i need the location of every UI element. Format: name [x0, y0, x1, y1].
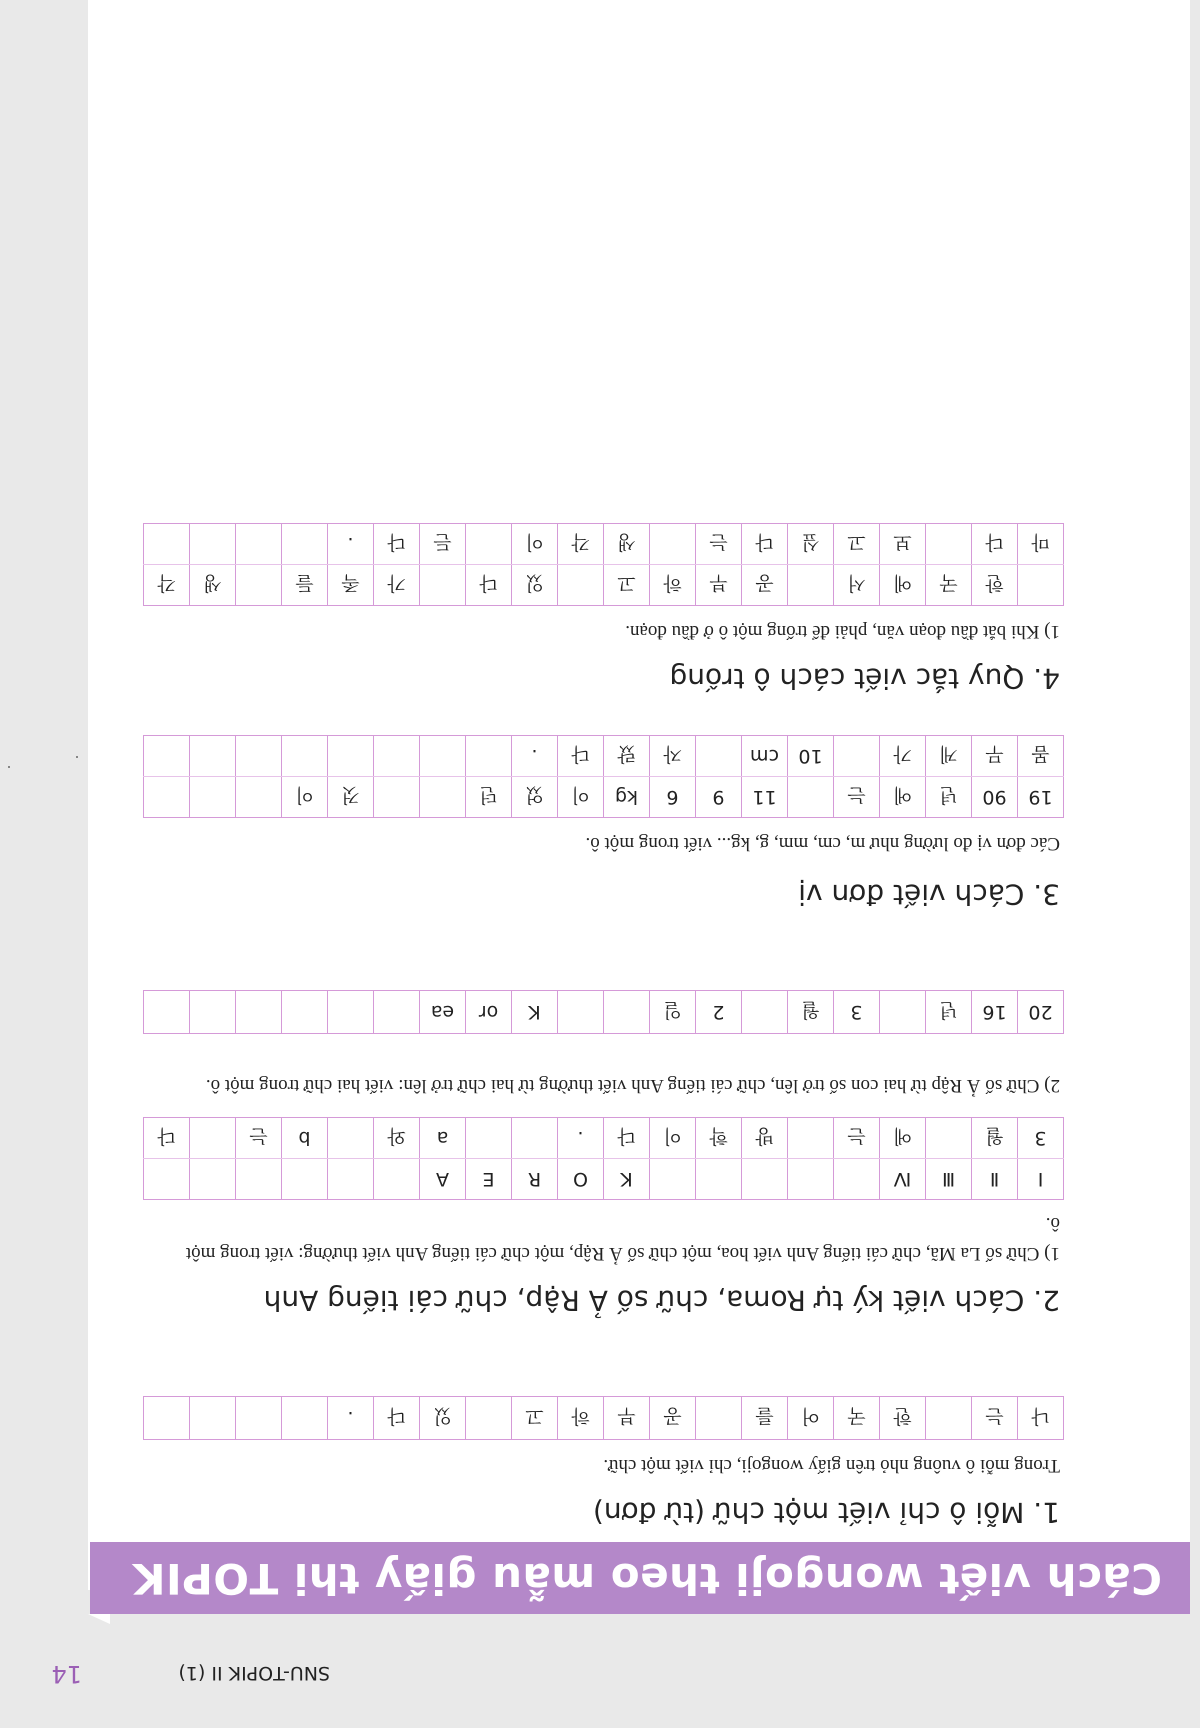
- wongoji-cell: 이: [512, 524, 558, 565]
- wongoji-cell: Ⅰ: [1018, 1159, 1064, 1200]
- wongoji-cell: [374, 1159, 420, 1200]
- wongoji-cell: 일: [650, 991, 696, 1034]
- wongoji-cell: [190, 1118, 236, 1159]
- wongoji-cell: [190, 1397, 236, 1440]
- wongoji-cell: [374, 777, 420, 818]
- wongoji-cell: [236, 777, 282, 818]
- wongoji-cell: or: [466, 991, 512, 1034]
- wongoji-cell: [466, 736, 512, 777]
- wongoji-cell: [190, 1159, 236, 1200]
- wongoji-cell: 한: [972, 565, 1018, 606]
- wongoji-cell: [650, 1159, 696, 1200]
- wongoji-cell: 이: [282, 777, 328, 818]
- wongoji-cell: 서: [834, 565, 880, 606]
- wongoji-cell: 6: [650, 777, 696, 818]
- wongoji-grid-4: [143, 523, 1064, 606]
- wongoji-cell: a: [420, 1118, 466, 1159]
- wongoji-cell: 20: [1018, 991, 1064, 1034]
- wongoji-cell: 각: [144, 565, 190, 606]
- wongoji-cell: 있: [420, 1397, 466, 1440]
- wongoji-cell: 게: [926, 736, 972, 777]
- wongoji-cell: [1018, 565, 1064, 606]
- wongoji-cell: 고: [604, 565, 650, 606]
- wongoji-cell: [926, 524, 972, 565]
- wongoji-cell: [328, 991, 374, 1034]
- wongoji-cell: 3: [834, 991, 880, 1034]
- wongoji-cell: 한: [880, 1397, 926, 1440]
- wongoji-cell: [880, 991, 926, 1034]
- wongoji-cell: E: [466, 1159, 512, 1200]
- wongoji-cell: 던: [466, 777, 512, 818]
- wongoji-cell: 는: [972, 1397, 1018, 1440]
- wongoji-cell: 부: [696, 565, 742, 606]
- wongoji-cell: [374, 991, 420, 1034]
- wongoji-cell: .: [328, 524, 374, 565]
- wongoji-cell: 9: [696, 777, 742, 818]
- wongoji-cell: 부: [604, 1397, 650, 1440]
- wongoji-cell: 다: [558, 736, 604, 777]
- wongoji-cell: 10: [788, 736, 834, 777]
- wongoji-cell: 에: [880, 777, 926, 818]
- wongoji-cell: 다: [374, 1397, 420, 1440]
- wongoji-cell: .: [558, 1118, 604, 1159]
- wongoji-cell: 90: [972, 777, 1018, 818]
- wongoji-cell: [328, 736, 374, 777]
- wongoji-cell: 3: [1018, 1118, 1064, 1159]
- wongoji-cell: 국: [926, 565, 972, 606]
- wongoji-cell: [926, 1118, 972, 1159]
- wongoji-cell: 자: [650, 736, 696, 777]
- wongoji-cell: [420, 777, 466, 818]
- wongoji-cell: K: [604, 1159, 650, 1200]
- wongoji-cell: Ⅳ: [880, 1159, 926, 1200]
- wongoji-cell: 어: [788, 1397, 834, 1440]
- wongoji-cell: 몸: [1018, 736, 1064, 777]
- wongoji-cell: 방: [742, 1118, 788, 1159]
- wongoji-cell: 에: [880, 565, 926, 606]
- wongoji-cell: 랐: [604, 736, 650, 777]
- section-2-heading: 2. Cách viết ký tự Roma, chữ số Ả Rập, chữ cái tiếng Anh: [263, 1284, 1060, 1317]
- wongoji-cell: 고: [512, 1397, 558, 1440]
- wongoji-cell: [282, 736, 328, 777]
- wongoji-cell: A: [420, 1159, 466, 1200]
- page-number: 14: [51, 1660, 82, 1688]
- wongoji-cell: 었: [512, 777, 558, 818]
- wongoji-cell: 다: [466, 565, 512, 606]
- wongoji-grid-2b: [143, 990, 1064, 1034]
- wongoji-cell: [236, 1159, 282, 1200]
- wongoji-cell: [650, 524, 696, 565]
- wongoji-cell: 싶: [788, 524, 834, 565]
- wongoji-cell: [696, 1397, 742, 1440]
- wongoji-cell: 학: [696, 1118, 742, 1159]
- wongoji-cell: [742, 991, 788, 1034]
- wongoji-cell: K: [512, 991, 558, 1034]
- wongoji-cell: [144, 777, 190, 818]
- wongoji-cell: 다: [972, 524, 1018, 565]
- wongoji-cell: 고: [834, 524, 880, 565]
- wongoji-cell: [282, 1397, 328, 1440]
- wongoji-cell: 월: [788, 991, 834, 1034]
- wongoji-cell: [236, 1397, 282, 1440]
- wongoji-cell: [190, 736, 236, 777]
- wongoji-cell: [420, 736, 466, 777]
- wongoji-grid-1: [143, 1396, 1064, 1440]
- wongoji-cell: 에: [880, 1118, 926, 1159]
- wongoji-cell: [420, 565, 466, 606]
- wongoji-cell: 가: [374, 565, 420, 606]
- wongoji-cell: 다: [144, 1118, 190, 1159]
- wongoji-cell: 하: [558, 1397, 604, 1440]
- banner-corner-shape: [88, 1614, 110, 1624]
- wongoji-cell: [144, 991, 190, 1034]
- wongoji-cell: 월: [972, 1118, 1018, 1159]
- wongoji-cell: 는: [834, 777, 880, 818]
- section-2-item-2: 2) Chữ số Ả Rập từ hai con số trở lên, chữ cái tiếng Anh viết thường từ hai chữ trở lên: viết hai chữ trong một ô.: [205, 1075, 1060, 1096]
- wongoji-cell: 이: [650, 1118, 696, 1159]
- wongoji-cell: [788, 565, 834, 606]
- wongoji-cell: 마: [1018, 524, 1064, 565]
- wongoji-cell: 는: [236, 1118, 282, 1159]
- section-1-text: Trong mỗi ô vuông nhỏ trên giấy wongoji, chỉ viết một chữ.: [603, 1455, 1060, 1476]
- wongoji-cell: 와: [374, 1118, 420, 1159]
- wongoji-cell: [190, 991, 236, 1034]
- wongoji-grid-2a: [143, 1117, 1064, 1200]
- wongoji-cell: [374, 736, 420, 777]
- wongoji-cell: [282, 991, 328, 1034]
- wongoji-cell: 가: [880, 736, 926, 777]
- section-3-text: Các đơn vị đo lường như m, cm, mm, g, kg... viết trong một ô.: [585, 833, 1060, 854]
- wongoji-cell: [328, 1118, 374, 1159]
- wongoji-cell: [558, 991, 604, 1034]
- wongoji-cell: [144, 1159, 190, 1200]
- wongoji-cell: 19: [1018, 777, 1064, 818]
- wongoji-cell: 를: [742, 1397, 788, 1440]
- wongoji-cell: [466, 524, 512, 565]
- wongoji-cell: 는: [696, 524, 742, 565]
- wongoji-cell: [604, 991, 650, 1034]
- wongoji-cell: [144, 524, 190, 565]
- wongoji-cell: 2: [696, 991, 742, 1034]
- wongoji-cell: 년: [926, 991, 972, 1034]
- wongoji-cell: [926, 1397, 972, 1440]
- wongoji-cell: 이: [558, 777, 604, 818]
- wongoji-cell: 년: [926, 777, 972, 818]
- wongoji-cell: [696, 1159, 742, 1200]
- wongoji-cell: [788, 1118, 834, 1159]
- wongoji-cell: kg: [604, 777, 650, 818]
- wongoji-cell: [190, 524, 236, 565]
- wongoji-cell: [236, 736, 282, 777]
- wongoji-cell: 공: [742, 565, 788, 606]
- wongoji-cell: 들: [282, 565, 328, 606]
- wongoji-cell: 다: [742, 524, 788, 565]
- wongoji-cell: 있: [512, 565, 558, 606]
- wongoji-cell: 생: [190, 565, 236, 606]
- wongoji-cell: [696, 736, 742, 777]
- wongoji-cell: 하: [650, 565, 696, 606]
- wongoji-cell: 무: [972, 736, 1018, 777]
- wongoji-cell: [236, 524, 282, 565]
- wongoji-cell: b: [282, 1118, 328, 1159]
- wongoji-cell: 다: [374, 524, 420, 565]
- wongoji-grid-3: [143, 735, 1064, 818]
- wongoji-cell: [742, 1159, 788, 1200]
- wongoji-cell: 국: [834, 1397, 880, 1440]
- wongoji-cell: 생: [604, 524, 650, 565]
- wongoji-cell: 공: [650, 1397, 696, 1440]
- wongoji-cell: 족: [328, 565, 374, 606]
- scan-speck: [76, 756, 78, 758]
- wongoji-cell: [466, 1118, 512, 1159]
- wongoji-cell: [328, 1159, 374, 1200]
- wongoji-cell: 는: [834, 1118, 880, 1159]
- wongoji-cell: cm: [742, 736, 788, 777]
- wongoji-cell: 것: [328, 777, 374, 818]
- section-4-item-1: 1) Khi bắt đầu đoạn văn, phải để trống một ô ở đầu đoạn.: [625, 621, 1060, 642]
- wongoji-cell: 16: [972, 991, 1018, 1034]
- wongoji-cell: [236, 991, 282, 1034]
- wongoji-cell: [282, 1159, 328, 1200]
- section-3-heading: 3. Cách viết đơn vị: [798, 878, 1060, 911]
- wongoji-cell: [236, 565, 282, 606]
- wongoji-cell: 다: [604, 1118, 650, 1159]
- wongoji-cell: 든: [420, 524, 466, 565]
- wongoji-cell: 보: [880, 524, 926, 565]
- wongoji-cell: [466, 1397, 512, 1440]
- section-1-heading: 1. Mỗi ô chỉ viết một chữ (từ đơn): [592, 1496, 1060, 1529]
- wongoji-cell: 나: [1018, 1397, 1064, 1440]
- wongoji-cell: .: [328, 1397, 374, 1440]
- wongoji-cell: [144, 736, 190, 777]
- book-title: SNU-TOPIK II (1): [178, 1662, 330, 1684]
- section-2-item-1: 1) Chữ số La Mã, chữ cái tiếng Anh viết hoa, một chữ số Ả Rập, một chữ cái tiếng Anh viết thường: viết trong một ô.: [185, 1213, 1060, 1264]
- wongoji-cell: [558, 565, 604, 606]
- wongoji-cell: [144, 1397, 190, 1440]
- wongoji-cell: 각: [558, 524, 604, 565]
- wongoji-cell: Ⅱ: [972, 1159, 1018, 1200]
- wongoji-cell: [834, 1159, 880, 1200]
- scan-speck: [8, 766, 10, 768]
- wongoji-cell: ea: [420, 991, 466, 1034]
- wongoji-cell: .: [512, 736, 558, 777]
- wongoji-cell: [190, 777, 236, 818]
- wongoji-cell: [512, 1118, 558, 1159]
- wongoji-cell: O: [558, 1159, 604, 1200]
- wongoji-cell: [788, 1159, 834, 1200]
- banner-title: Cách viết wongoji theo mẫu giấy thi TOPIK: [132, 1554, 1162, 1603]
- wongoji-cell: 11: [742, 777, 788, 818]
- wongoji-cell: [788, 777, 834, 818]
- wongoji-cell: R: [512, 1159, 558, 1200]
- wongoji-cell: [282, 524, 328, 565]
- wongoji-cell: [834, 736, 880, 777]
- title-banner: [90, 1542, 1190, 1614]
- section-4-heading: 4. Quy tắc viết cách ô trống: [669, 662, 1060, 695]
- wongoji-cell: Ⅲ: [926, 1159, 972, 1200]
